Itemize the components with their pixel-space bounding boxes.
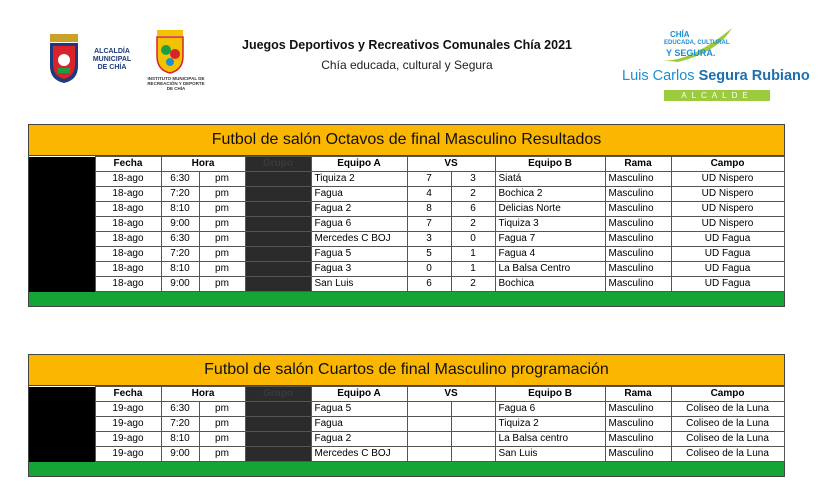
table-header-row <box>29 387 784 402</box>
cell-ampm: pm <box>199 417 245 432</box>
cell-ampm: pm <box>199 447 245 462</box>
column-header-grupo: Grupo <box>245 157 311 172</box>
black-margin-cell <box>29 157 95 172</box>
cell-rama: Masculino <box>605 187 671 202</box>
cell-rama: Masculino <box>605 172 671 187</box>
cell-equipo-b: Tiquiza 2 <box>495 417 605 432</box>
cell-goles-b <box>451 417 495 432</box>
cell-grupo <box>245 247 311 262</box>
cell-goles-b <box>451 447 495 462</box>
cell-fecha: 18-ago <box>95 262 161 277</box>
cell-grupo <box>245 172 311 187</box>
column-header-campo: Campo <box>671 157 784 172</box>
black-margin-cell <box>29 247 95 262</box>
cell-goles-b: 1 <box>451 247 495 262</box>
cell-equipo-b: Bochica 2 <box>495 187 605 202</box>
cell-goles-b: 3 <box>451 172 495 187</box>
column-header-vs: VS <box>407 157 495 172</box>
cell-goles-a: 7 <box>407 217 451 232</box>
black-margin-cell <box>29 202 95 217</box>
cell-goles-b: 2 <box>451 217 495 232</box>
cell-goles-a <box>407 402 451 417</box>
table-row <box>29 417 784 432</box>
column-header-hora: Hora <box>161 387 245 402</box>
cell-ampm: pm <box>199 217 245 232</box>
mayor-slogan-line: CHÍA <box>670 30 690 39</box>
cell-goles-b: 6 <box>451 202 495 217</box>
table-row <box>29 202 784 217</box>
mayor-name: Luis Carlos Segura Rubiano <box>622 68 810 84</box>
black-margin-cell <box>29 432 95 447</box>
table-row <box>29 262 784 277</box>
cell-rama: Masculino <box>605 232 671 247</box>
cell-grupo <box>245 187 311 202</box>
column-header-hora: Hora <box>161 157 245 172</box>
column-header-vs: VS <box>407 387 495 402</box>
mayor-logo <box>622 24 810 106</box>
cell-ampm: pm <box>199 172 245 187</box>
cell-goles-a: 4 <box>407 187 451 202</box>
cell-goles-a <box>407 432 451 447</box>
cell-ampm: pm <box>199 247 245 262</box>
cell-goles-a: 5 <box>407 247 451 262</box>
cell-equipo-b: Tiquiza 3 <box>495 217 605 232</box>
cell-grupo <box>245 232 311 247</box>
column-header-equipo-b: Equipo B <box>495 387 605 402</box>
black-margin-cell <box>29 172 95 187</box>
page-subtitle: Chía educada, cultural y Segura <box>321 58 493 72</box>
cell-equipo-a: Mercedes C BOJ <box>311 447 407 462</box>
cell-goles-a: 3 <box>407 232 451 247</box>
cell-equipo-b: Fagua 4 <box>495 247 605 262</box>
cell-campo: UD Nispero <box>671 172 784 187</box>
cell-rama: Masculino <box>605 262 671 277</box>
column-header-fecha: Fecha <box>95 387 161 402</box>
cell-hora: 8:10 <box>161 262 199 277</box>
cell-campo: Coliseo de la Luna <box>671 402 784 417</box>
column-header-fecha: Fecha <box>95 157 161 172</box>
octavos-table <box>29 156 785 292</box>
cell-rama: Masculino <box>605 217 671 232</box>
table-row <box>29 172 784 187</box>
cell-goles-a: 8 <box>407 202 451 217</box>
page-title: Juegos Deportivos y Recreativos Comunales Chía 2021 <box>242 38 572 52</box>
cell-campo: UD Fagua <box>671 277 784 292</box>
cell-grupo <box>245 262 311 277</box>
cell-grupo <box>245 447 311 462</box>
mayor-slogan-line: Y SEGURA. <box>666 48 716 58</box>
cuartos-table <box>29 386 785 462</box>
cell-campo: Coliseo de la Luna <box>671 447 784 462</box>
cell-rama: Masculino <box>605 432 671 447</box>
cell-equipo-b: San Luis <box>495 447 605 462</box>
cell-rama: Masculino <box>605 202 671 217</box>
black-margin-cell <box>29 417 95 432</box>
cell-campo: UD Fagua <box>671 247 784 262</box>
cell-ampm: pm <box>199 262 245 277</box>
black-margin-cell <box>29 402 95 417</box>
cell-goles-b <box>451 432 495 447</box>
cell-equipo-a: Tiquiza 2 <box>311 172 407 187</box>
cell-grupo <box>245 277 311 292</box>
cell-grupo <box>245 217 311 232</box>
cell-campo: UD Fagua <box>671 232 784 247</box>
cell-equipo-a: Fagua 5 <box>311 247 407 262</box>
cell-goles-b: 2 <box>451 187 495 202</box>
cell-campo: Coliseo de la Luna <box>671 432 784 447</box>
cell-equipo-a: Mercedes C BOJ <box>311 232 407 247</box>
octavos-footer-bar <box>29 292 784 306</box>
instituto-shield-icon <box>153 30 187 74</box>
octavos-title: Futbol de salón Octavos de final Masculino Resultados <box>29 125 784 156</box>
black-margin-cell <box>29 277 95 292</box>
cell-equipo-a: Fagua <box>311 187 407 202</box>
cell-goles-a: 6 <box>407 277 451 292</box>
cell-hora: 6:30 <box>161 172 199 187</box>
cell-equipo-a: Fagua 5 <box>311 402 407 417</box>
black-margin-cell <box>29 447 95 462</box>
mayor-slogan-line: EDUCADA, CULTURAL <box>664 40 730 46</box>
cell-goles-b <box>451 402 495 417</box>
cell-equipo-b: La Balsa centro <box>495 432 605 447</box>
table-row <box>29 187 784 202</box>
cuartos-title: Futbol de salón Cuartos de final Masculino programación <box>29 355 784 386</box>
cuartos-schedule-section <box>28 354 785 477</box>
alcaldia-logo <box>46 30 140 90</box>
cell-fecha: 19-ago <box>95 447 161 462</box>
cell-hora: 7:20 <box>161 247 199 262</box>
cell-fecha: 18-ago <box>95 187 161 202</box>
alcaldia-shield-icon <box>48 34 80 84</box>
instituto-logo-text: INSTITUTO MUNICIPAL DE RECREACIÓN Y DEPORTE DE CHÍA <box>147 76 205 91</box>
cell-equipo-a: Fagua 6 <box>311 217 407 232</box>
cell-equipo-b: Delicias Norte <box>495 202 605 217</box>
cell-ampm: pm <box>199 277 245 292</box>
cell-campo: Coliseo de la Luna <box>671 417 784 432</box>
instituto-logo <box>147 30 205 96</box>
column-header-rama: Rama <box>605 157 671 172</box>
cell-equipo-a: Fagua 3 <box>311 262 407 277</box>
column-header-equipo-a: Equipo A <box>311 387 407 402</box>
cell-equipo-b: Fagua 7 <box>495 232 605 247</box>
cell-equipo-a: Fagua <box>311 417 407 432</box>
octavos-results-section <box>28 124 785 307</box>
cell-goles-b: 1 <box>451 262 495 277</box>
cell-rama: Masculino <box>605 447 671 462</box>
table-row <box>29 247 784 262</box>
cell-fecha: 19-ago <box>95 402 161 417</box>
cell-hora: 9:00 <box>161 447 199 462</box>
cuartos-footer-bar <box>29 462 784 476</box>
alcaldia-logo-text: ALCALDÍA MUNICIPAL DE CHÍA <box>92 48 132 71</box>
cell-equipo-b: La Balsa Centro <box>495 262 605 277</box>
cell-grupo <box>245 417 311 432</box>
cell-fecha: 18-ago <box>95 172 161 187</box>
cell-fecha: 18-ago <box>95 232 161 247</box>
table-row <box>29 232 784 247</box>
table-header-row <box>29 157 784 172</box>
cell-rama: Masculino <box>605 402 671 417</box>
column-header-campo: Campo <box>671 387 784 402</box>
table-row <box>29 432 784 447</box>
cell-campo: UD Nispero <box>671 202 784 217</box>
cell-rama: Masculino <box>605 417 671 432</box>
table-row <box>29 277 784 292</box>
cell-hora: 9:00 <box>161 277 199 292</box>
cell-goles-a <box>407 417 451 432</box>
cell-campo: UD Nispero <box>671 217 784 232</box>
cell-hora: 9:00 <box>161 217 199 232</box>
cell-rama: Masculino <box>605 247 671 262</box>
cell-campo: UD Nispero <box>671 187 784 202</box>
column-header-equipo-a: Equipo A <box>311 157 407 172</box>
cell-ampm: pm <box>199 232 245 247</box>
cell-fecha: 18-ago <box>95 202 161 217</box>
cell-equipo-b: Siatá <box>495 172 605 187</box>
cell-goles-a: 0 <box>407 262 451 277</box>
cell-fecha: 18-ago <box>95 217 161 232</box>
black-margin-cell <box>29 262 95 277</box>
cell-equipo-a: Fagua 2 <box>311 432 407 447</box>
cell-ampm: pm <box>199 432 245 447</box>
cell-grupo <box>245 202 311 217</box>
cell-campo: UD Fagua <box>671 262 784 277</box>
cell-hora: 7:20 <box>161 187 199 202</box>
cell-equipo-b: Bochica <box>495 277 605 292</box>
cell-fecha: 19-ago <box>95 432 161 447</box>
cell-goles-b: 0 <box>451 232 495 247</box>
cell-grupo <box>245 432 311 447</box>
cell-goles-a <box>407 447 451 462</box>
cell-equipo-b: Fagua 6 <box>495 402 605 417</box>
column-header-grupo: Grupo <box>245 387 311 402</box>
cell-hora: 7:20 <box>161 417 199 432</box>
cell-equipo-a: Fagua 2 <box>311 202 407 217</box>
cell-rama: Masculino <box>605 277 671 292</box>
black-margin-cell <box>29 387 95 402</box>
black-margin-cell <box>29 187 95 202</box>
cell-fecha: 18-ago <box>95 277 161 292</box>
cell-goles-a: 7 <box>407 172 451 187</box>
page-header <box>0 0 820 118</box>
cell-hora: 6:30 <box>161 232 199 247</box>
table-row <box>29 217 784 232</box>
column-header-rama: Rama <box>605 387 671 402</box>
cell-hora: 8:10 <box>161 202 199 217</box>
black-margin-cell <box>29 217 95 232</box>
black-margin-cell <box>29 232 95 247</box>
cell-grupo <box>245 402 311 417</box>
table-row <box>29 447 784 462</box>
column-header-equipo-b: Equipo B <box>495 157 605 172</box>
cell-goles-b: 2 <box>451 277 495 292</box>
cell-fecha: 19-ago <box>95 417 161 432</box>
cell-fecha: 18-ago <box>95 247 161 262</box>
cell-ampm: pm <box>199 402 245 417</box>
cell-hora: 8:10 <box>161 432 199 447</box>
table-row <box>29 402 784 417</box>
cell-hora: 6:30 <box>161 402 199 417</box>
mayor-role-badge: ALCALDE <box>664 90 770 101</box>
cell-ampm: pm <box>199 187 245 202</box>
cell-ampm: pm <box>199 202 245 217</box>
cell-equipo-a: San Luis <box>311 277 407 292</box>
